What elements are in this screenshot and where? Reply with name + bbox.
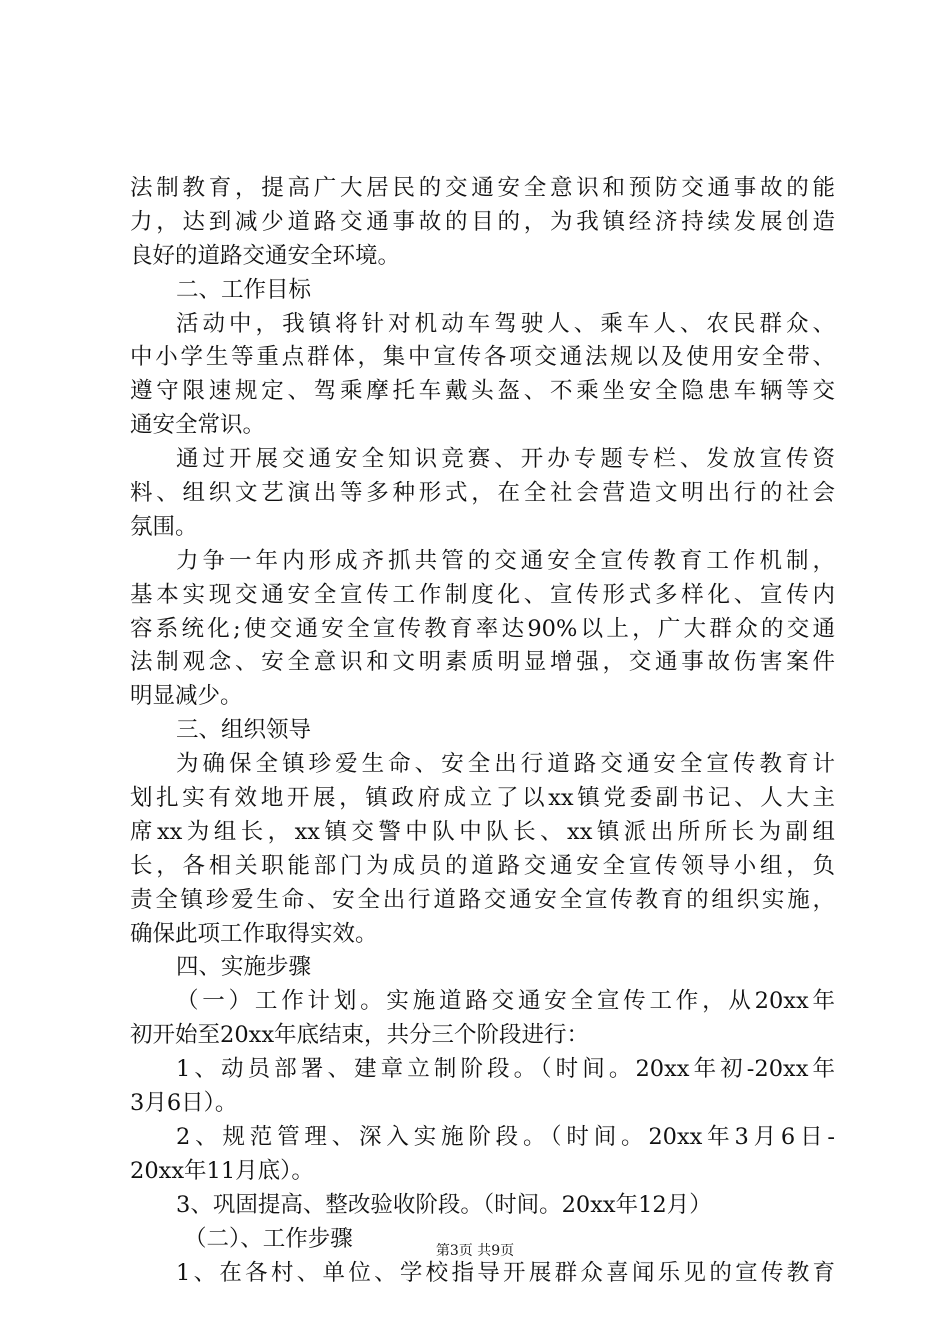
text-line: 力争一年内形成齐抓共管的交通安全宣传教育工作机制， xyxy=(176,547,835,574)
section-heading: 三、组织领导 xyxy=(176,717,312,744)
text-line: （一）工作计划。实施道路交通安全宣传工作，从20xx年 xyxy=(176,988,835,1015)
text-line: 容系统化;使交通安全宣传教育率达90%以上，广大群众的交通 xyxy=(130,615,835,642)
text-line: 2、规范管理、深入实施阶段。（时间。20xx年3月6日- xyxy=(176,1123,835,1150)
section-heading: 二、工作目标 xyxy=(176,276,312,303)
text-line: 法制教育，提高广大居民的交通安全意识和预防交通事故的能 xyxy=(130,175,835,201)
text-line: 通过开展交通安全知识竞赛、开办专题专栏、发放宣传资 xyxy=(176,446,835,473)
text-line: 长，各相关职能部门为成员的道路交通安全宣传领导小组，负 xyxy=(130,852,835,879)
text-line: 初开始至20xx年底结束，共分三个阶段进行： xyxy=(130,1022,590,1049)
text-line: 遵守限速规定、驾乘摩托车戴头盔、不乘坐安全隐患车辆等交 xyxy=(130,378,835,405)
text-line: 20xx年11月底）。 xyxy=(130,1157,314,1184)
subsection-heading: （二）、工作步骤 xyxy=(184,1225,353,1252)
text-line: 3月6日）。 xyxy=(130,1090,238,1117)
text-line: 良好的道路交通安全环境。 xyxy=(130,242,401,269)
text-line: 确保此项工作取得实效。 xyxy=(130,920,378,947)
text-line: 基本实现交通安全宣传工作制度化、宣传形式多样化、宣传内 xyxy=(130,581,835,608)
text-line: 明显减少。 xyxy=(130,683,243,710)
text-line: 席xx为组长，xx镇交警中队中队长、xx镇派出所所长为副组 xyxy=(130,818,835,845)
text-line: 划扎实有效地开展，镇政府成立了以xx镇党委副书记、人大主 xyxy=(130,785,835,812)
text-line: 通安全常识。 xyxy=(130,412,266,439)
text-line: 料、组织文艺演出等多种形式，在全社会营造文明出行的社会 xyxy=(130,480,835,507)
text-line: 法制观念、安全意识和文明素质明显增强，交通事故伤害案件 xyxy=(130,649,835,676)
text-line: 中小学生等重点群体，集中宣传各项交通法规以及使用安全带、 xyxy=(130,344,835,371)
text-line: 3、巩固提高、整改验收阶段。（时间。20xx年12月） xyxy=(176,1191,712,1218)
text-line: 活动中，我镇将针对机动车驾驶人、乘车人、农民群众、 xyxy=(176,310,835,337)
text-line: 氛围。 xyxy=(130,513,198,540)
text-line: 为确保全镇珍爱生命、安全出行道路交通安全宣传教育计 xyxy=(176,751,835,778)
text-line: 1、动员部署、建章立制阶段。（时间。20xx年初-20xx年 xyxy=(176,1056,835,1083)
document-body xyxy=(130,172,835,1290)
text-line: 力，达到减少道路交通事故的目的，为我镇经济持续发展创造 xyxy=(130,208,835,235)
page-number-footer: 第3页 共9页 xyxy=(435,1243,515,1259)
text-line: 责全镇珍爱生命、安全出行道路交通安全宣传教育的组织实施， xyxy=(130,886,835,913)
section-heading: 四、实施步骤 xyxy=(176,954,312,981)
text-line: 1、在各村、单位、学校指导开展群众喜闻乐见的宣传教育 xyxy=(176,1259,835,1286)
